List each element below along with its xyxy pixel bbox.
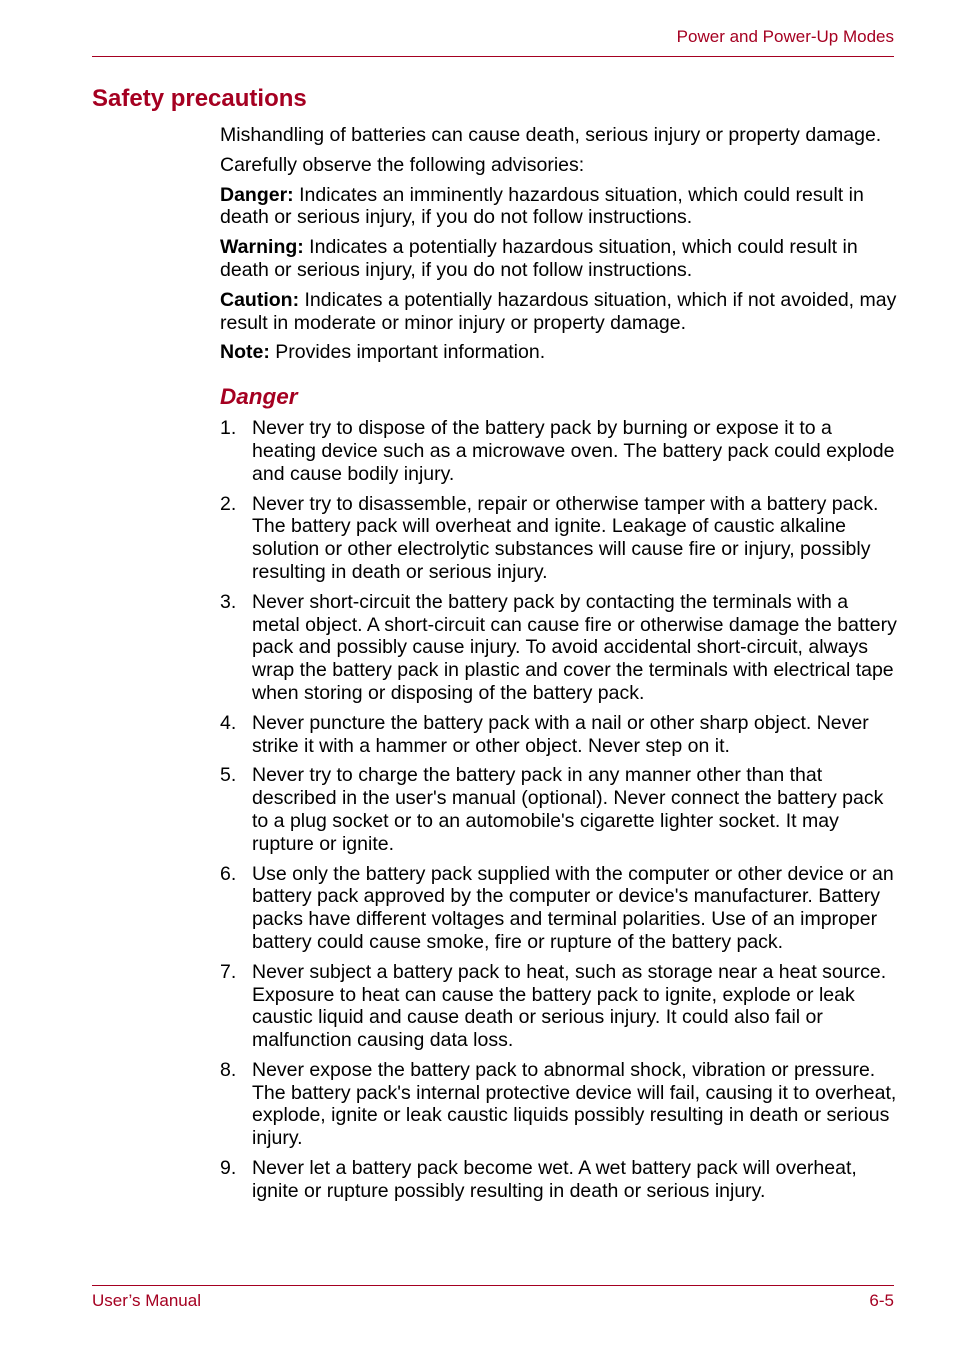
list-number: 4.	[220, 711, 237, 734]
list-number: 6.	[220, 862, 237, 885]
footer-manual-title: User’s Manual	[92, 1291, 201, 1310]
list-text: Never try to dispose of the battery pack by burning or expose it to a heating device such as a microwave oven. The battery pack could explode and cause bodily injury.	[252, 417, 895, 485]
danger-heading: Danger	[220, 384, 298, 410]
definition-caution	[220, 289, 900, 335]
definition-term: Note:	[220, 341, 270, 364]
definition-term: Warning:	[220, 236, 304, 259]
definition-danger	[220, 184, 900, 230]
list-item	[220, 1059, 900, 1150]
intro-paragraph: Carefully observe the following advisories:	[220, 153, 585, 176]
list-text: Never expose the battery pack to abnormal shock, vibration or pressure. The battery pack's internal protective device will fail, causing it to overheat, explode, ignite or leak caustic liquids possibly resulting in death or serious injury.	[252, 1058, 897, 1150]
definition-term: Caution:	[220, 288, 300, 311]
page-number: 6-5	[869, 1291, 894, 1310]
list-text: Use only the battery pack supplied with the computer or other device or an battery pack approved by the computer or device's manufacturer. Battery packs have different voltages and terminal polarities. Use of an improper battery could cause smoke, fire or rupture of the battery pack.	[252, 862, 894, 953]
list-item	[220, 764, 900, 855]
definition-text: Indicates an imminently hazardous situation, which could result in death or serious injury, if you do not follow instructions.	[220, 183, 864, 229]
list-item	[220, 712, 900, 758]
section-title: Safety precautions	[92, 85, 307, 112]
danger-list	[220, 417, 900, 1203]
list-item	[220, 591, 900, 705]
definition-term: Danger:	[220, 183, 294, 206]
list-item	[220, 1157, 900, 1203]
list-text: Never try to charge the battery pack in any manner other than that described in the user's manual (optional). Never connect the battery pack to a plug socket or to an automobile's cigarette lighter socket. It may rupture or ignite.	[252, 764, 884, 855]
list-text: Never short-circuit the battery pack by contacting the terminals with a metal object. A short-circuit can cause fire or otherwise damage the battery pack and possibly cause injury. To avoid accidental short-circuit, always wrap the battery pack in plastic and cover the terminals with electrical tape when storing or disposing of the battery pack.	[252, 590, 897, 704]
list-number: 9.	[220, 1157, 237, 1180]
footer-rule	[92, 1285, 894, 1286]
body-column	[220, 124, 900, 1210]
list-item	[220, 493, 900, 584]
running-header: Power and Power-Up Modes	[676, 27, 894, 46]
definition-note	[220, 341, 900, 364]
list-number: 3.	[220, 590, 237, 613]
list-number: 5.	[220, 764, 237, 787]
list-number: 2.	[220, 492, 237, 515]
list-text: Never subject a battery pack to heat, such as storage near a heat source. Exposure to heat can cause the battery pack to ignite, explode or leak caustic liquid and cause death or serious injury. It could also fail or malfunction causing data loss.	[252, 960, 887, 1052]
list-item	[220, 417, 900, 485]
list-text: Never let a battery pack become wet. A wet battery pack will overheat, ignite or rupture possibly resulting in death or serious injury.	[252, 1157, 857, 1202]
list-item	[220, 863, 900, 954]
header-rule	[92, 56, 894, 57]
list-number: 1.	[220, 417, 237, 440]
list-number: 7.	[220, 960, 237, 983]
definition-text: Provides important information.	[269, 341, 546, 364]
definition-warning	[220, 236, 900, 282]
list-text: Never try to disassemble, repair or otherwise tamper with a battery pack. The battery pack will overheat and ignite. Leakage of caustic alkaline solution or other electrolytic substances will cause fire or injury, possibly resulting in death or serious injury.	[252, 492, 879, 583]
list-number: 8.	[220, 1058, 237, 1081]
definition-text: Indicates a potentially hazardous situation, which if not avoided, may result in moderate or minor injury or property damage.	[220, 288, 897, 334]
intro-paragraph: Mishandling of batteries can cause death, serious injury or property damage.	[220, 124, 882, 146]
list-item	[220, 961, 900, 1052]
definition-text: Indicates a potentially hazardous situation, which could result in death or serious injury, if you do not follow instructions.	[220, 236, 858, 281]
list-text: Never puncture the battery pack with a nail or other sharp object. Never strike it with a hammer or other object. Never step on it.	[252, 711, 869, 757]
